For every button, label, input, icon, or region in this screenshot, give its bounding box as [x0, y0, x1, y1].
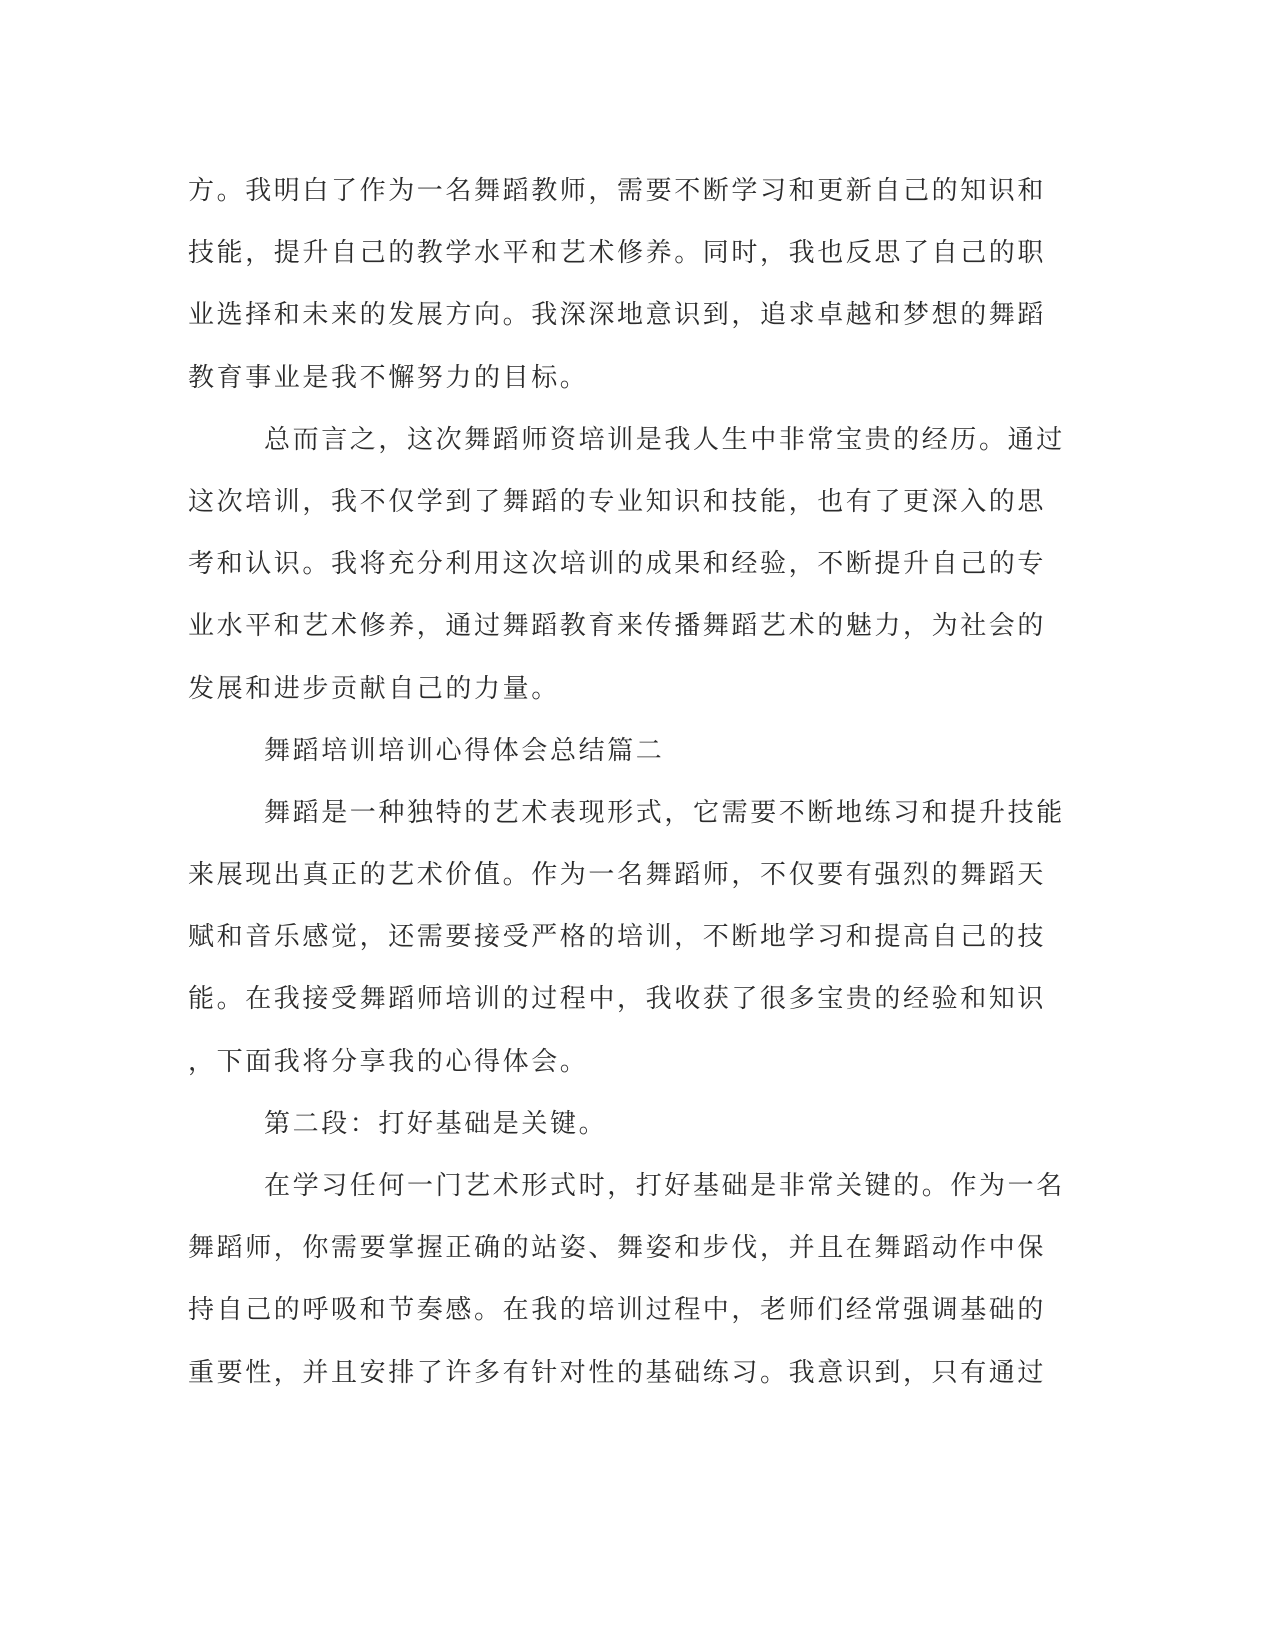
- text-line: 舞蹈师，你需要掌握正确的站姿、舞姿和步伐，并且在舞蹈动作中保: [188, 1233, 1047, 1264]
- text-line: 这次培训，我不仅学到了舞蹈的专业知识和技能，也有了更深入的思: [188, 486, 1047, 517]
- text-line: 发展和进步贡献自己的力量。: [188, 673, 560, 704]
- paragraph-first-line: 在学习任何一门艺术形式时，打好基础是非常关键的。作为一名: [264, 1171, 1065, 1201]
- subsection-heading: 第二段：打好基础是关键。: [264, 1108, 608, 1139]
- paragraph-first-line: 舞蹈是一种独特的艺术表现形式，它需要不断地练习和提升技能: [264, 797, 1065, 828]
- text-line: 赋和音乐感觉，还需要接受严格的培训，不断地学习和提高自己的技: [188, 922, 1047, 953]
- section-heading: 舞蹈培训培训心得体会总结篇二: [264, 735, 665, 766]
- text-line: 方。我明白了作为一名舞蹈教师，需要不断学习和更新自己的知识和: [188, 176, 1047, 206]
- text-line: 技能，提升自己的教学水平和艺术修养。同时，我也反思了自己的职: [188, 238, 1047, 269]
- paragraph-first-line: 总而言之，这次舞蹈师资培训是我人生中非常宝贵的经历。通过: [264, 424, 1065, 455]
- text-line: 教育事业是我不懈努力的目标。: [188, 362, 589, 393]
- text-line: 能。在我接受舞蹈师培训的过程中，我收获了很多宝贵的经验和知识: [188, 984, 1047, 1015]
- text-line: 业水平和艺术修养，通过舞蹈教育来传播舞蹈艺术的魅力，为社会的: [188, 611, 1047, 642]
- document-body: [188, 160, 1088, 1404]
- text-line: ，下面我将分享我的心得体会。: [188, 1046, 589, 1077]
- text-line: 持自己的呼吸和节奏感。在我的培训过程中，老师们经常强调基础的: [188, 1295, 1047, 1326]
- text-line: 业选择和未来的发展方向。我深深地意识到，追求卓越和梦想的舞蹈: [188, 300, 1047, 331]
- text-line: 重要性，并且安排了许多有针对性的基础练习。我意识到，只有通过: [188, 1357, 1047, 1388]
- text-line: 来展现出真正的艺术价值。作为一名舞蹈师，不仅要有强烈的舞蹈天: [188, 860, 1047, 891]
- text-line: 考和认识。我将充分利用这次培训的成果和经验，不断提升自己的专: [188, 549, 1047, 580]
